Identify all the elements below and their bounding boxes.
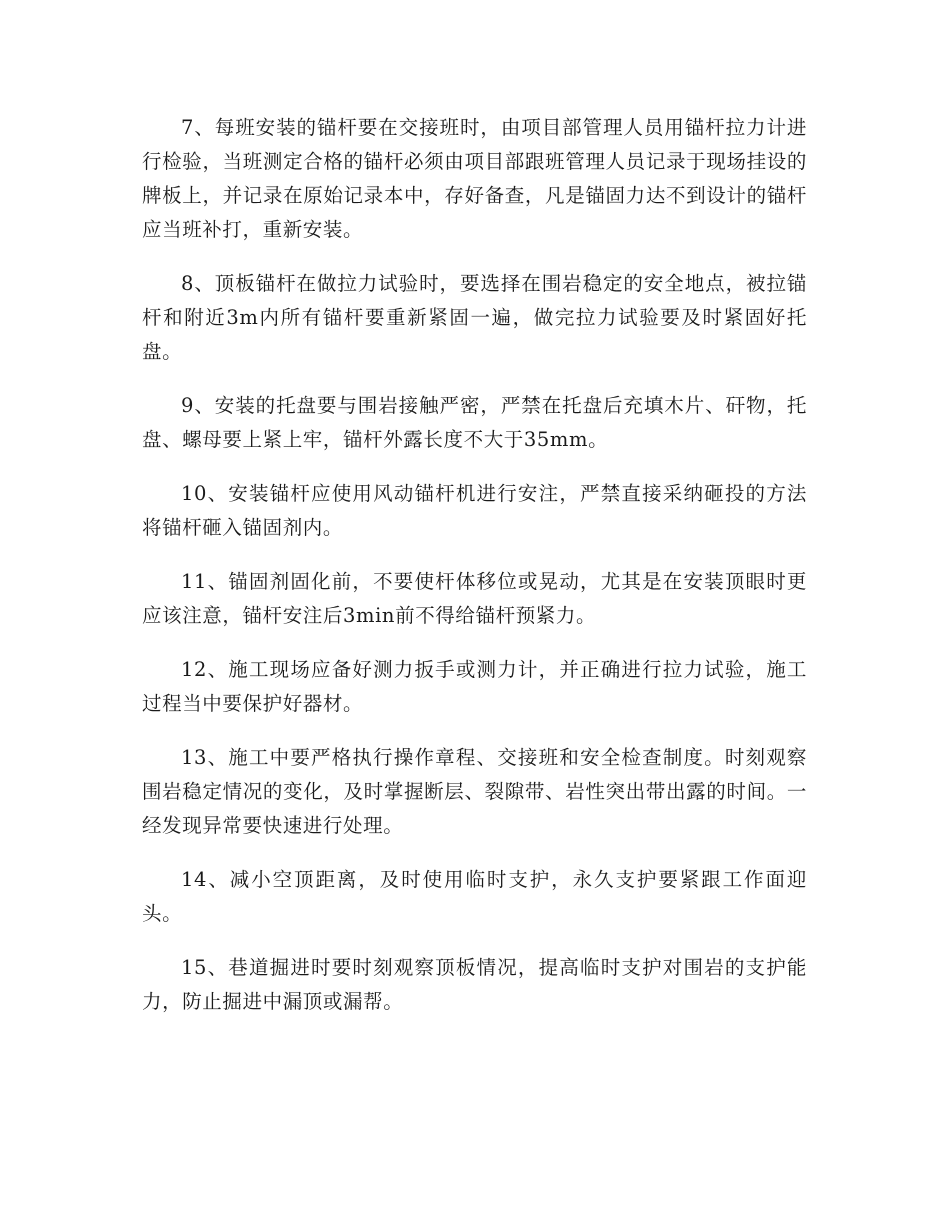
paragraph-9: 9、安装的托盘要与围岩接触严密，严禁在托盘后充填木片、矸物，托盘、螺母要上紧上牢，锚杆外露长度不大于35mm。 [142, 394, 807, 451]
paragraph-10: 10、安装锚杆应使用风动锚杆机进行安注，严禁直接采纳砸投的方法将锚杆砸入锚固剂内。 [142, 482, 807, 539]
paragraph-14: 14、减小空顶距离，及时使用临时支护，永久支护要紧跟工作面迎头。 [142, 868, 807, 925]
paragraph-15: 15、巷道掘进时要时刻观察顶板情况，提高临时支护对围岩的支护能力，防止掘进中漏顶或漏帮。 [142, 956, 807, 1013]
paragraph-7: 7、每班安装的锚杆要在交接班时，由项目部管理人员用锚杆拉力计进行检验，当班测定合格的锚杆必须由项目部跟班管理人员记录于现场挂设的牌板上，并记录在原始记录本中，存好备查，凡是锚固力达不到设计的锚杆应当班补打，重新安装。 [142, 116, 807, 241]
document-body [142, 111, 807, 1039]
paragraph-11: 11、锚固剂固化前，不要使杆体移位或晃动，尤其是在安装顶眼时更应该注意，锚杆安注后3min前不得给锚杆预紧力。 [142, 570, 807, 627]
paragraph-13: 13、施工中要严格执行操作章程、交接班和安全检查制度。时刻观察围岩稳定情况的变化，及时掌握断层、裂隙带、岩性突出带出露的时间。一经发现异常要快速进行处理。 [142, 746, 807, 837]
paragraph-8: 8、顶板锚杆在做拉力试验时，要选择在围岩稳定的安全地点，被拉锚杆和附近3m内所有锚杆要重新紧固一遍，做完拉力试验要及时紧固好托盘。 [142, 272, 807, 363]
paragraph-12: 12、施工现场应备好测力扳手或测力计，并正确进行拉力试验，施工过程当中要保护好器材。 [142, 658, 807, 715]
